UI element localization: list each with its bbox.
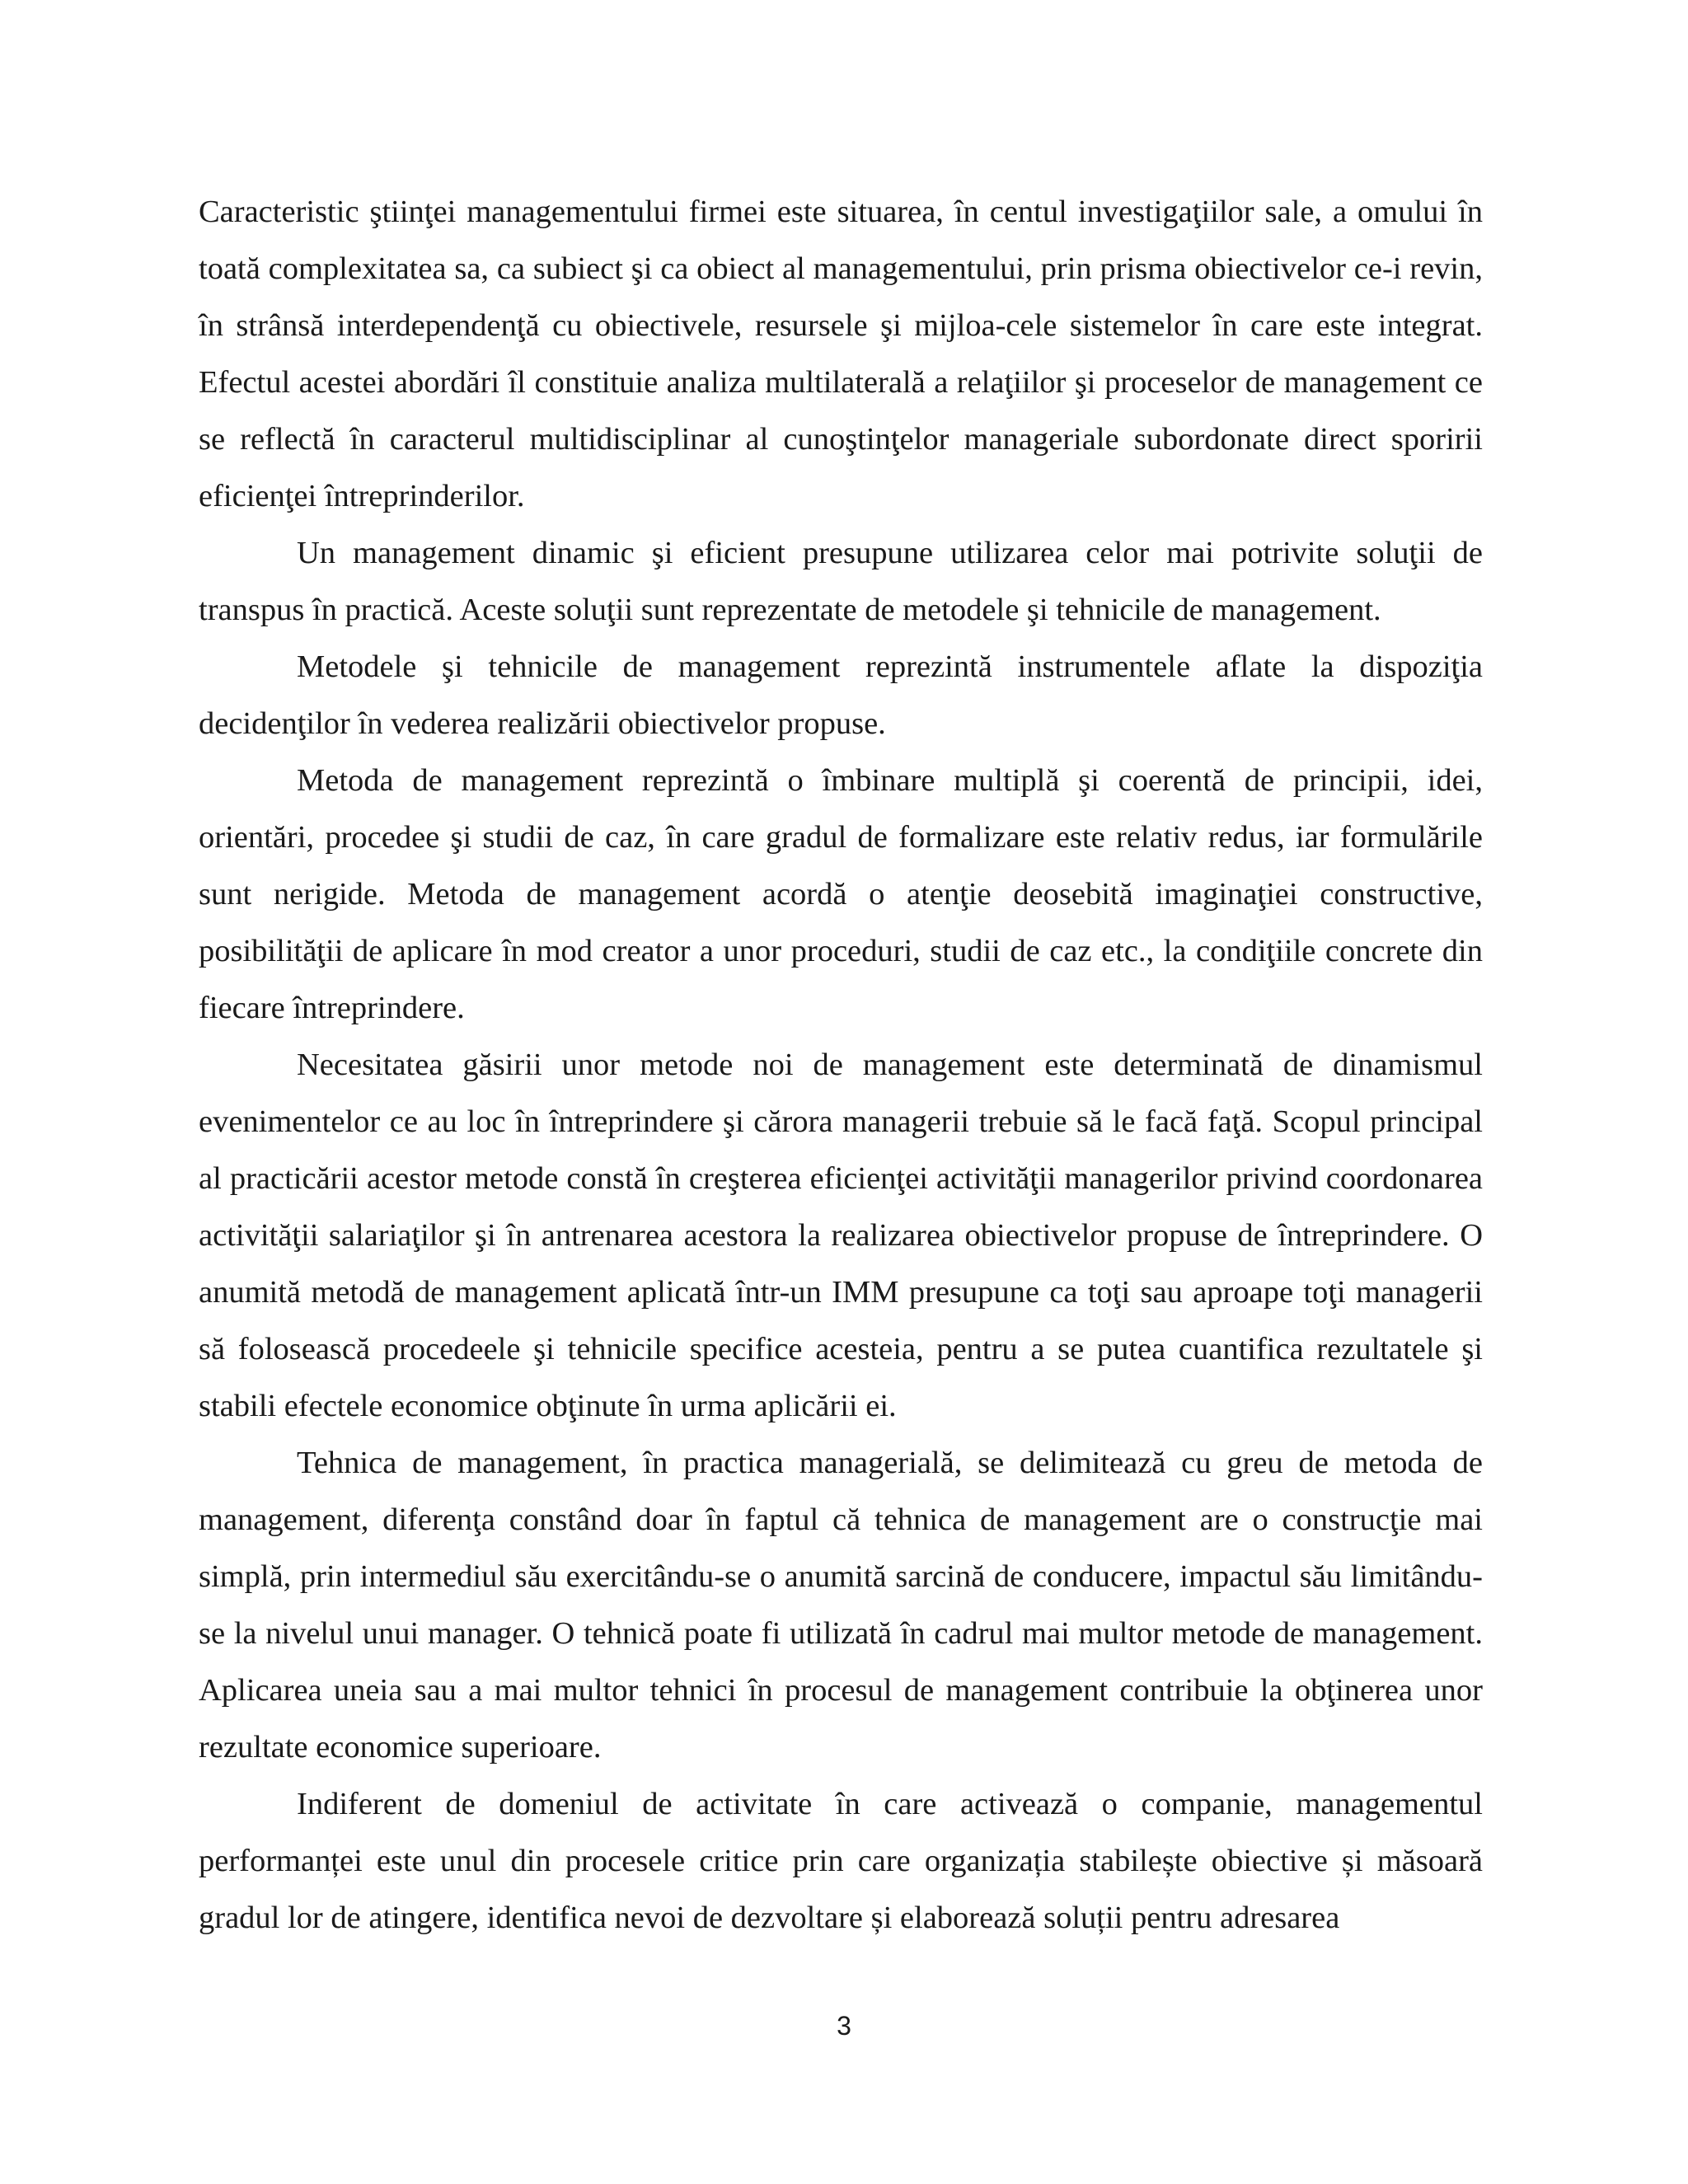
paragraph-4: Metoda de management reprezintă o îmbinare multiplă şi coerentă de principii, idei, orientări, procedee şi studii de caz, în care gradul de formalizare este relativ redus, iar formulările sunt nerigide. Metoda de management acordă o atenţie deosebită imaginaţiei constructive, posibilităţii de aplicare în mod creator a unor proceduri, studii de caz etc., la condiţiile concrete din fiecare întreprindere. [199, 763, 1483, 1025]
paragraph-1: Caracteristic ştiinţei managementului firmei este situarea, în centul investigaţiilor sale, a omului în toată complexitatea sa, ca subiect şi ca obiect al managementului, prin prisma obiectivelor ce-i revin, în strânsă interdependenţă cu obiectivele, resursele şi mijloa-cele sistemelor în care este integrat. Efectul acestei abordări îl constituie analiza multilaterală a relaţiilor şi proceselor de management ce se reflectă în caracterul multidisciplinar al cunoştinţelor manageriale subordonate direct sporirii eficienţei întreprinderilor. [199, 194, 1483, 513]
document-body [199, 184, 1483, 1947]
page-number: 3 [837, 2011, 851, 2041]
paragraph-3: Metodele şi tehnicile de management reprezintă instrumentele aflate la dispoziţia decidenţilor în vederea realizării obiectivelor propuse. [199, 649, 1483, 741]
paragraph-7: Indiferent de domeniul de activitate în care activează o companie, managementul performanței este unul din procesele critice prin care organizația stabilește obiective și măsoară gradul lor de atingere, identifica nevoi de dezvoltare și elaborează soluții pentru adresarea [199, 1787, 1483, 1935]
paragraph-2: Un management dinamic şi eficient presupune utilizarea celor mai potrivite soluţii de transpus în practică. Aceste soluţii sunt reprezentate de metodele şi tehnicile de management. [199, 536, 1483, 627]
paragraph-6: Tehnica de management, în practica managerială, se delimitează cu greu de metoda de management, diferenţa constând doar în faptul că tehnica de management are o construcţie mai simplă, prin intermediul său exercitându-se o anumită sarcină de conducere, impactul său limitându-se la nivelul unui manager. O tehnică poate fi utilizată în cadrul mai multor metode de management. Aplicarea uneia sau a mai multor tehnici în procesul de management contribuie la obţinerea unor rezultate economice superioare. [199, 1446, 1483, 1765]
paragraph-5: Necesitatea găsirii unor metode noi de management este determinată de dinamismul evenimentelor ce au loc în întreprindere şi cărora managerii trebuie să le facă faţă. Scopul principal al practicării acestor metode constă în creşterea eficienţei activităţii managerilor privind coordonarea activităţii salariaţilor şi în antrenarea acestora la realizarea obiectivelor propuse de întreprindere. O anumită metodă de management aplicată într-un IMM presupune ca toţi sau aproape toţi managerii să folosească procedeele şi tehnicile specifice acesteia, pentru a se putea cuantifica rezultatele şi stabili efectele economice obţinute în urma aplicării ei. [199, 1047, 1483, 1423]
